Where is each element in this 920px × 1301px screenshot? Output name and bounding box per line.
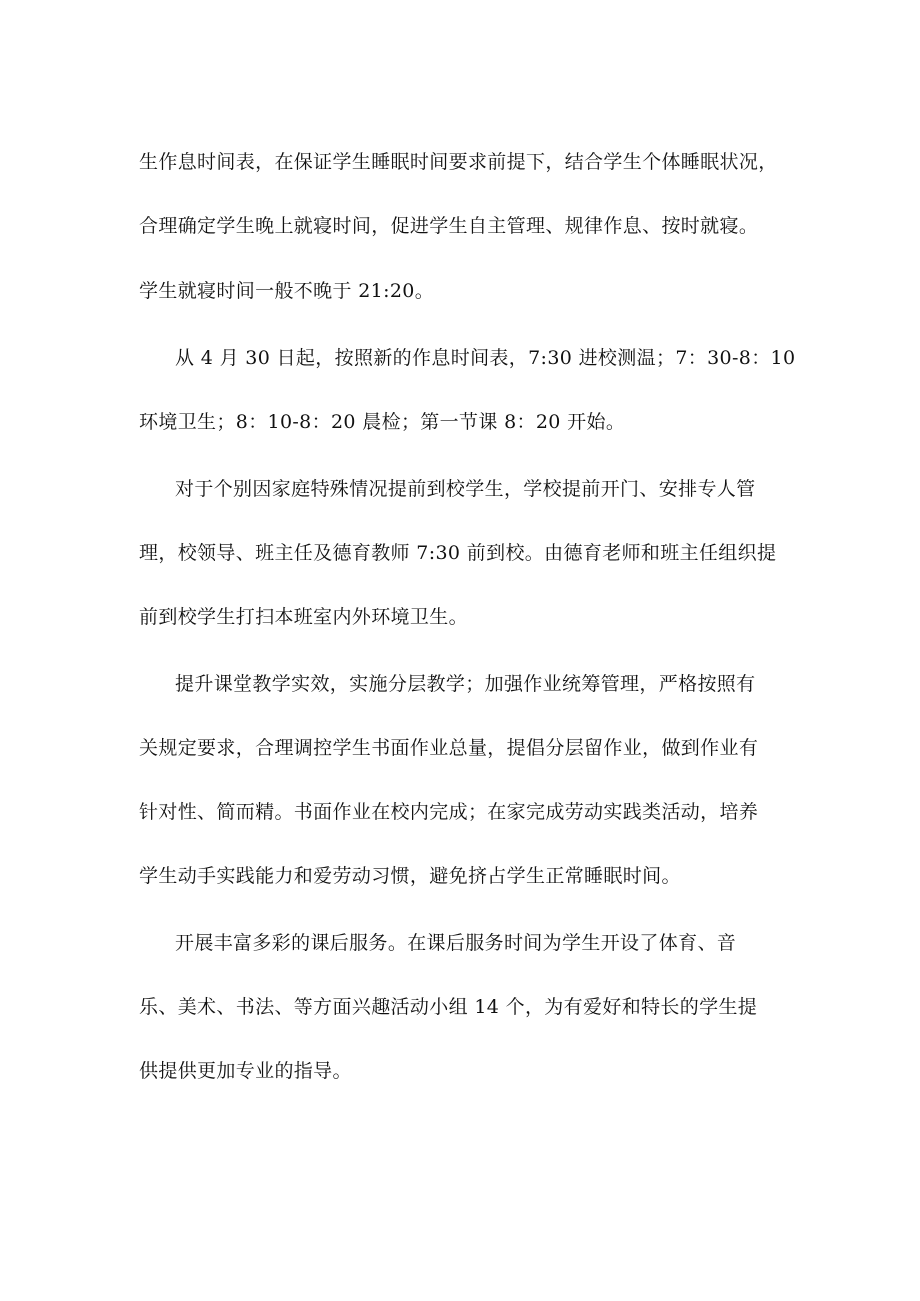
text-line: 前到校学生打扫本班室内外环境卫生。	[139, 606, 468, 628]
text-line: 学生就寝时间一般不晚于 21:20。	[139, 280, 435, 302]
text-line: 对于个别因家庭特殊情况提前到校学生，学校提前开门、安排专人管	[175, 478, 756, 500]
text-line: 学生动手实践能力和爱劳动习惯，避免挤占学生正常睡眠时间。	[139, 865, 681, 887]
text-line: 提升课堂教学实效，实施分层教学；加强作业统筹管理，严格按照有	[175, 673, 756, 695]
text-line: 乐、美术、书法、等方面兴趣活动小组 14 个，为有爱好和特长的学生提	[139, 996, 758, 1018]
text-line: 开展丰富多彩的课后服务。在课后服务时间为学生开设了体育、音	[175, 932, 737, 954]
text-line: 关规定要求，合理调控学生书面作业总量，提倡分层留作业，做到作业有	[139, 737, 759, 759]
text-line: 环境卫生；8：10-8：20 晨检；第一节课 8：20 开始。	[139, 411, 626, 433]
text-line: 针对性、简而精。书面作业在校内完成；在家完成劳动实践类活动，培养	[139, 801, 759, 823]
text-line: 生作息时间表，在保证学生睡眠时间要求前提下，结合学生个体睡眠状况，	[139, 151, 778, 173]
text-line: 从 4 月 30 日起，按照新的作息时间表，7:30 进校测温；7：30-8：10	[175, 347, 796, 369]
text-line: 理，校领导、班主任及德育教师 7:30 前到校。由德育老师和班主任组织提	[139, 542, 777, 564]
text-line: 供提供更加专业的指导。	[139, 1060, 352, 1082]
text-line: 合理确定学生晚上就寝时间，促进学生自主管理、规律作息、按时就寝。	[139, 215, 759, 237]
